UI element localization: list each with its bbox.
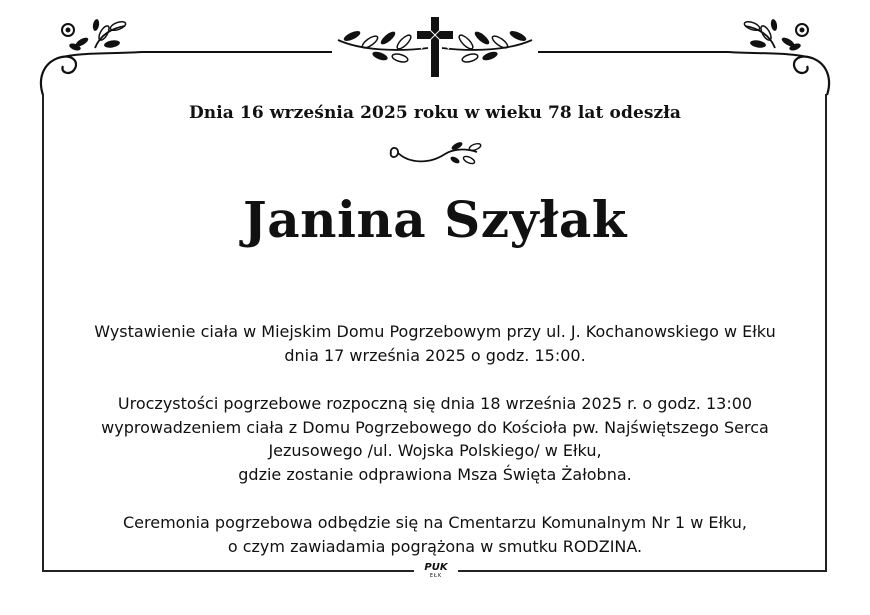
logo-main-text: PUK xyxy=(424,562,448,573)
burial-line: Ceremonia pogrzebowa odbędzie się na Cmentarzu Komunalnym Nr 1 w Ełku, xyxy=(122,513,748,532)
funeral-service-logo xyxy=(416,562,456,582)
top-ornament xyxy=(0,0,870,100)
leaf-swirl-divider-icon xyxy=(385,140,485,172)
floral-flourish-right-icon xyxy=(728,19,829,95)
cross-icon xyxy=(417,17,453,77)
viewing-paragraph xyxy=(50,320,820,367)
ceremony-paragraph xyxy=(50,392,820,486)
frame-border-bottom-left xyxy=(42,570,414,572)
viewing-line: Wystawienie ciała w Miejskim Domu Pogrzebowym przy ul. J. Kochanowskiego w Ełku xyxy=(94,322,776,341)
viewing-line: dnia 17 września 2025 o godz. 15:00. xyxy=(284,345,586,365)
death-announcement-headline: Dnia 16 września 2025 roku w wieku 78 lat odeszła xyxy=(188,103,682,123)
frame-border-left xyxy=(42,94,44,572)
frame-border-bottom-right xyxy=(458,570,827,572)
frame-border-right xyxy=(825,94,827,572)
floral-flourish-left-icon xyxy=(41,19,142,95)
burial-paragraph xyxy=(50,511,820,558)
burial-line: o czym zawiadamia pogrążona w smutku RODZINA. xyxy=(227,536,643,556)
ceremony-line: gdzie zostanie odprawiona Msza Święta Żałobna. xyxy=(238,464,632,484)
deceased-name: Janina Szyłak xyxy=(243,190,627,249)
ceremony-line: wyprowadzeniem ciała z Domu Pogrzebowego do Kościoła pw. Najświętszego Serca xyxy=(101,417,769,437)
logo-sub-text: EŁK xyxy=(429,573,443,579)
ceremony-line: Jezusowego /ul. Wojska Polskiego/ w Ełku, xyxy=(268,441,602,460)
ceremony-line: Uroczystości pogrzebowe rozpoczną się dnia 18 września 2025 r. o godz. 13:00 xyxy=(117,394,753,413)
